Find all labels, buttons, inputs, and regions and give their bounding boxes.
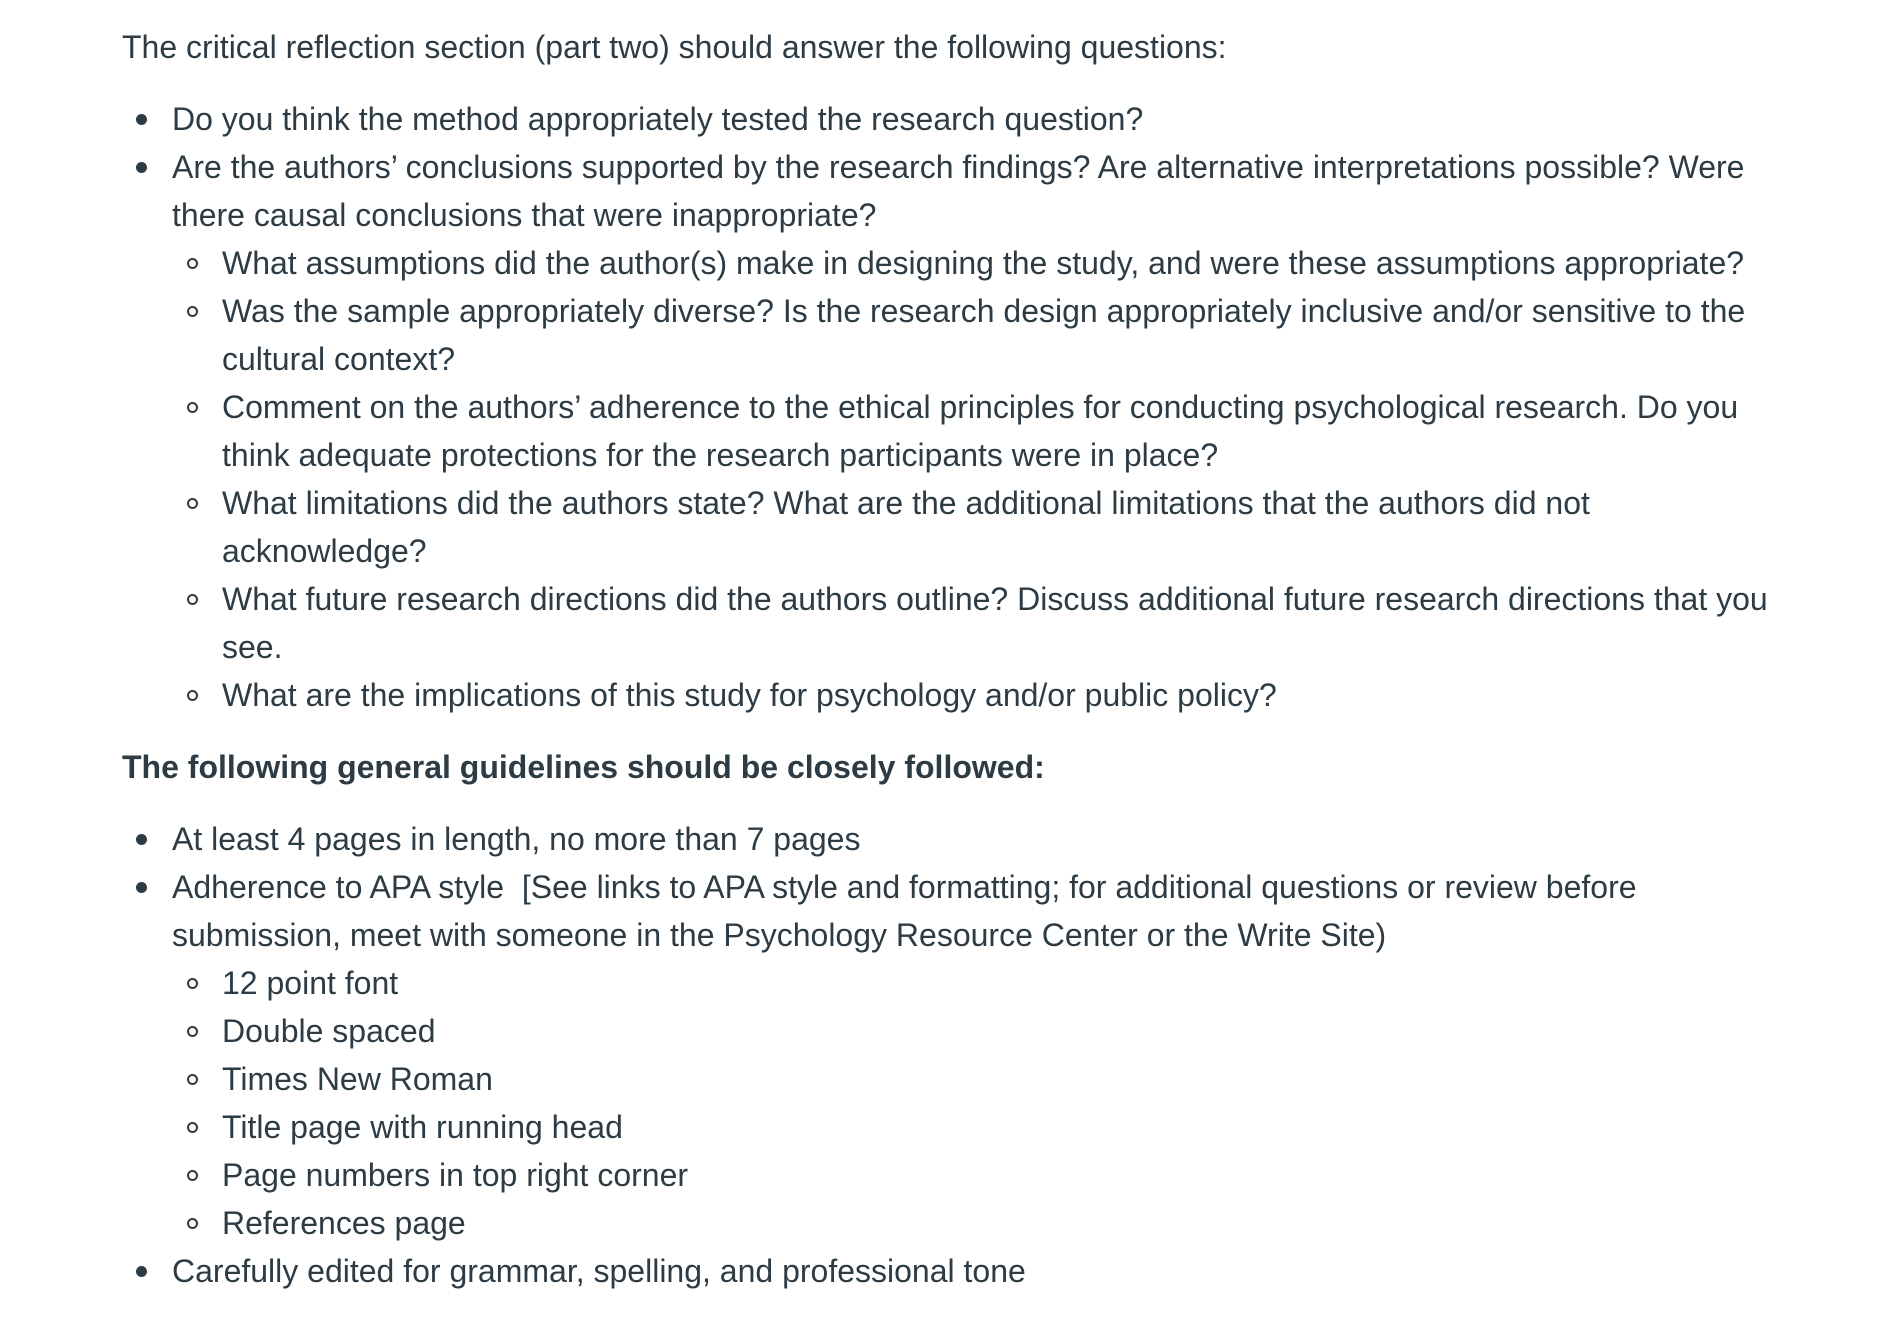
sub-list-item bbox=[222, 1055, 1782, 1103]
sub-list-item bbox=[222, 479, 1782, 575]
list-item-text: Carefully edited for grammar, spelling, and professional tone bbox=[172, 1253, 1026, 1289]
list-item-text: Do you think the method appropriately tested the research question? bbox=[172, 101, 1144, 137]
circle-bullet-icon bbox=[187, 258, 198, 269]
guidelines-heading: The following general guidelines should be closely followed: bbox=[122, 749, 1045, 785]
circle-bullet-icon bbox=[187, 1026, 198, 1037]
circle-bullet-icon bbox=[187, 1170, 198, 1181]
list-item bbox=[172, 863, 1782, 1247]
circle-bullet-icon bbox=[187, 1074, 198, 1085]
list-item bbox=[172, 815, 1782, 863]
bullet-icon bbox=[136, 882, 147, 893]
list-item-text: Adherence to APA style [See links to APA style and formatting; for additional questions or review before submission, meet with someone in the Psychology Resource Center or the Write Site) bbox=[172, 869, 1646, 953]
sub-list-item-text: Times New Roman bbox=[222, 1061, 493, 1097]
sub-list-item-text: What future research directions did the authors outline? Discuss additional future research directions that you see. bbox=[222, 581, 1768, 665]
sub-list-item-text: What limitations did the authors state? What are the additional limitations that the authors did not acknowledge? bbox=[222, 485, 1590, 569]
sub-list-item-text: What assumptions did the author(s) make in designing the study, and were these assumptions appropriate? bbox=[222, 245, 1745, 281]
list-item bbox=[172, 143, 1782, 719]
circle-bullet-icon bbox=[187, 1122, 198, 1133]
sub-list-item bbox=[222, 959, 1782, 1007]
sub-questions-list bbox=[172, 239, 1782, 719]
circle-bullet-icon bbox=[187, 498, 198, 509]
circle-bullet-icon bbox=[187, 978, 198, 989]
sub-list-item-text: Comment on the authors’ adherence to the ethical principles for conducting psychological research. Do you think adequate protections for the research participants were in place? bbox=[222, 389, 1739, 473]
sub-list-item-text: Page numbers in top right corner bbox=[222, 1157, 689, 1193]
sub-list-item-text: Title page with running head bbox=[222, 1109, 623, 1145]
circle-bullet-icon bbox=[187, 306, 198, 317]
sub-list-item bbox=[222, 575, 1782, 671]
bullet-icon bbox=[136, 834, 147, 845]
sub-list-item bbox=[222, 287, 1782, 383]
intro-paragraph: The critical reflection section (part two) should answer the following questions: bbox=[122, 29, 1227, 65]
sub-list-item-text: References page bbox=[222, 1205, 466, 1241]
sub-list-item bbox=[222, 1007, 1782, 1055]
sub-list-item bbox=[222, 239, 1782, 287]
sub-list-item-text: Was the sample appropriately diverse? Is the research design appropriately inclusive and/or sensitive to the cultural context? bbox=[222, 293, 1746, 377]
sub-list-item bbox=[222, 1103, 1782, 1151]
list-item bbox=[172, 95, 1782, 143]
questions-list bbox=[122, 95, 1782, 719]
list-item-text: Are the authors’ conclusions supported by the research findings? Are alternative interpretations possible? Were there causal conclusions that were inappropriate? bbox=[172, 149, 1745, 233]
list-item-text: At least 4 pages in length, no more than 7 pages bbox=[172, 821, 861, 857]
sub-list-item bbox=[222, 1199, 1782, 1247]
sub-list-item-text: 12 point font bbox=[222, 965, 399, 1001]
circle-bullet-icon bbox=[187, 1218, 198, 1229]
circle-bullet-icon bbox=[187, 690, 198, 701]
bullet-icon bbox=[136, 114, 147, 125]
bullet-icon bbox=[136, 162, 147, 173]
circle-bullet-icon bbox=[187, 402, 198, 413]
formatting-list bbox=[172, 959, 1782, 1247]
guidelines-list bbox=[122, 815, 1782, 1295]
sub-list-item-text: Double spaced bbox=[222, 1013, 436, 1049]
bullet-icon bbox=[136, 1266, 147, 1277]
sub-list-item bbox=[222, 383, 1782, 479]
sub-list-item bbox=[222, 671, 1782, 719]
document-body bbox=[122, 23, 1782, 1295]
list-item bbox=[172, 1247, 1782, 1295]
sub-list-item-text: What are the implications of this study for psychology and/or public policy? bbox=[222, 677, 1277, 713]
circle-bullet-icon bbox=[187, 594, 198, 605]
sub-list-item bbox=[222, 1151, 1782, 1199]
